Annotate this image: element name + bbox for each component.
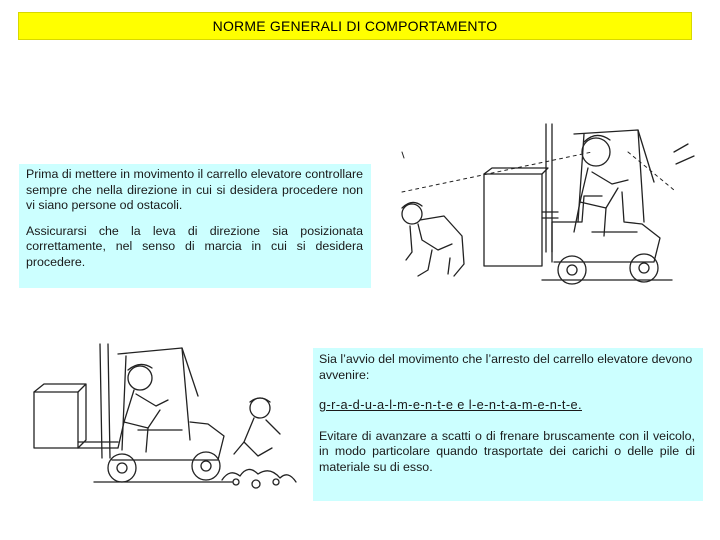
page-title: [18, 12, 692, 40]
instruction-check-path-text: Prima di mettere in movimento il carrello elevatore controllare sempre che nella direzione in cui si desidera procedere non vi siano persone od ostacoli.: [26, 167, 363, 212]
instruction-direction-lever-text: Assicurarsi che la leva di direzione sia posizionata correttamente, nel senso di marcia in cui si desidera procedere.: [26, 223, 363, 269]
forklift-obstacle-illustration: [392, 112, 702, 318]
instruction-avoid-jerks-text: Evitare di avanzare a scatti o di frenare bruscamente con il veicolo, in modo particolare quando trasportate dei carichi o delle pile di materiale su di esso.: [319, 428, 695, 474]
instruction-start-stop-text: Sia l’avvio del movimento che l’arresto del carrello elevatore devono avvenire:: [319, 352, 693, 382]
page-title-text: NORME GENERALI DI COMPORTAMENTO: [212, 18, 498, 34]
forklift-gradual-start-illustration: [22, 330, 308, 530]
instruction-gradually-slowly-text: g-r-a-d-u-a-l-m-e-n-t-e e l-e-n-t-a-m-e-n-t-e.: [319, 397, 582, 412]
instruction-box-gradual-movement: [313, 348, 703, 501]
instruction-box-check-path: [19, 164, 371, 288]
